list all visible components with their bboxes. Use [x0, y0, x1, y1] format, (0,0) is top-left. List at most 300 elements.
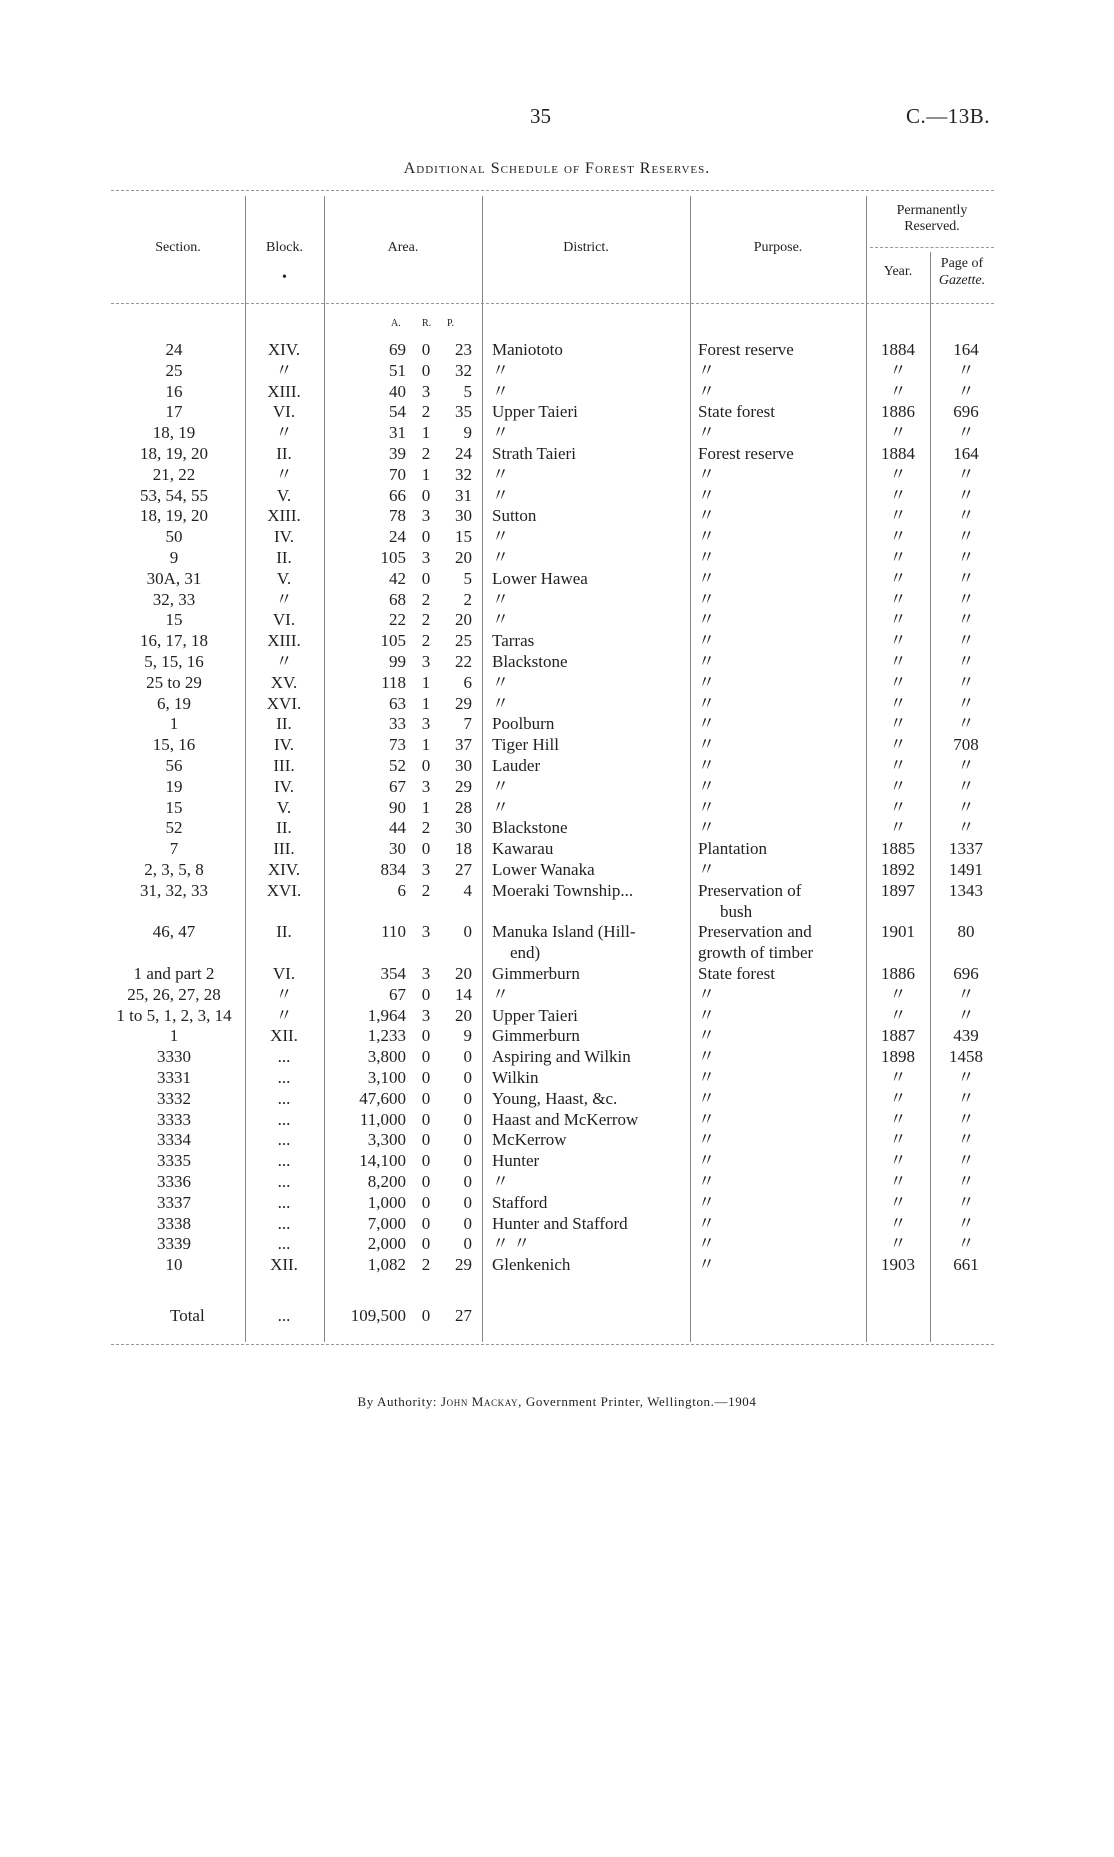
cell-acres: 1,233: [367, 1026, 406, 1046]
cell-district: 〃: [492, 1172, 509, 1191]
cell-purpose: 〃: [698, 423, 715, 443]
cell-perches: 30: [455, 506, 472, 526]
cell-gazette-page: 696: [953, 402, 979, 422]
table-row: [0, 340, 1114, 360]
cell-block: 〃: [275, 464, 293, 484]
cell-acres: 33: [389, 714, 406, 734]
cell-block: V.: [276, 797, 292, 817]
cell-acres: 834: [380, 860, 406, 879]
cell-gazette-page: 〃: [957, 984, 975, 1004]
cell-section: 2, 3, 5, 8: [144, 860, 204, 879]
table-row: [0, 777, 1114, 797]
cell-gazette-page: 164: [953, 444, 979, 463]
cell-perches: 7: [463, 714, 472, 734]
cell-roods: 1: [421, 693, 431, 713]
table-row: [0, 590, 1114, 610]
cell-year: 〃: [889, 776, 907, 796]
cell-year: 1898: [881, 1047, 915, 1067]
cell-roods: 3: [421, 652, 431, 671]
cell-section: 31, 32, 33: [140, 880, 208, 900]
cell-perches: 20: [455, 964, 472, 983]
header-section: Section.: [155, 240, 201, 255]
cell-perches: 0: [463, 1068, 472, 1087]
cell-acres: 63: [389, 693, 406, 713]
cell-district: Lauder: [492, 756, 541, 775]
cell-perches: 9: [463, 423, 472, 443]
cell-roods: 2: [421, 610, 431, 630]
cell-gazette-page: 〃: [957, 672, 975, 692]
cell-roods: 3: [421, 776, 431, 796]
cell-perches: 0: [463, 1151, 472, 1171]
cell-year: 1897: [881, 880, 915, 900]
cell-section: 3333: [157, 1109, 191, 1129]
cell-section: 1: [169, 714, 179, 734]
cell-perches: 9: [463, 1026, 472, 1046]
cell-block: III.: [273, 756, 295, 775]
cell-year: 1885: [881, 839, 915, 859]
cell-year: 〃: [889, 568, 907, 588]
cell-year: 〃: [889, 1172, 907, 1191]
cell-roods: 0: [421, 1047, 431, 1067]
cell-section: 9: [169, 548, 179, 567]
cell-purpose: 〃: [698, 984, 715, 1004]
cell-block: XVI.: [266, 693, 302, 713]
cell-section: 24: [165, 340, 183, 359]
cell-section: 32, 33: [152, 589, 196, 609]
cell-acres: 44: [389, 818, 406, 838]
cell-block: III.: [273, 839, 295, 859]
cell-purpose: 〃: [698, 672, 715, 692]
cell-district: 〃: [492, 672, 509, 692]
cell-district: 〃: [492, 548, 509, 567]
cell-purpose: Forest reserve: [698, 340, 794, 359]
cell-section: 3339: [157, 1234, 191, 1254]
cell-block: II.: [276, 444, 292, 463]
cell-block: XIII.: [267, 506, 301, 526]
cell-purpose: 〃: [698, 610, 715, 630]
cell-roods: 3: [421, 548, 431, 567]
cell-section: 53, 54, 55: [140, 485, 208, 505]
cell-roods: 2: [421, 444, 431, 463]
cell-section: 3330: [157, 1047, 191, 1067]
cell-roods: 0: [421, 1109, 431, 1129]
cell-acres: 3,100: [367, 1068, 406, 1087]
cell-district: Tarras: [492, 631, 535, 651]
cell-acres: 105: [380, 548, 406, 567]
cell-gazette-page: 〃: [957, 464, 975, 484]
cell-roods: 0: [421, 1068, 431, 1087]
cell-section: 15: [165, 797, 183, 817]
cell-acres: 24: [389, 527, 406, 547]
cell-gazette-page: 1458: [949, 1047, 983, 1067]
cell-block: 〃: [275, 589, 293, 609]
permanently-subrule: [870, 247, 994, 248]
cell-perches: 0: [463, 1047, 472, 1067]
table-row: [0, 922, 1114, 963]
cell-roods: 0: [421, 527, 431, 547]
footer-prefix: By Authority:: [357, 1394, 441, 1409]
cell-purpose: 〃: [698, 776, 715, 796]
cell-acres: 69: [389, 340, 406, 359]
cell-district: Blackstone: [492, 652, 568, 671]
table-row: [0, 1026, 1114, 1046]
total-acres: 109,500: [350, 1306, 406, 1325]
cell-block: 〃: [275, 423, 293, 443]
cell-block: 〃: [275, 360, 293, 380]
cell-purpose: 〃: [698, 1151, 715, 1171]
cell-year: 1886: [881, 402, 915, 422]
cell-perches: 14: [455, 984, 472, 1004]
table-row: [0, 527, 1114, 547]
cell-purpose: 〃: [698, 485, 715, 505]
cell-year: 〃: [889, 984, 907, 1004]
cell-year: 〃: [889, 756, 907, 775]
cell-district: Lower Wanaka: [492, 860, 595, 879]
header-bottom-rule: [111, 303, 994, 304]
cell-section: 3332: [157, 1088, 191, 1108]
cell-district: Aspiring and Wilkin: [492, 1047, 631, 1067]
cell-roods: 0: [421, 1172, 431, 1191]
cell-block: XVI.: [266, 880, 302, 900]
table-row: [0, 1110, 1114, 1130]
cell-perches: 29: [455, 1255, 472, 1275]
cell-acres: 1,000: [367, 1192, 406, 1212]
cell-gazette-page: 〃: [957, 360, 975, 380]
cell-purpose: 〃: [698, 1213, 715, 1233]
header-block: Block.: [266, 240, 303, 255]
cell-perches: 32: [455, 360, 472, 380]
cell-gazette-page: 〃: [957, 776, 975, 796]
cell-block: 〃: [275, 1005, 293, 1025]
cell-year: 〃: [889, 485, 907, 505]
cell-district: Gimmerburn: [492, 1026, 580, 1046]
cell-purpose: 〃: [698, 818, 715, 838]
cell-year: 〃: [889, 464, 907, 484]
cell-purpose: 〃: [698, 1109, 715, 1129]
cell-gazette-page: 696: [953, 964, 979, 983]
block-header-dot: •: [282, 270, 287, 285]
cell-section: 3331: [157, 1068, 191, 1087]
cell-roods: 2: [421, 818, 431, 838]
cell-block: XIII.: [267, 631, 301, 651]
cell-district: 〃: [492, 776, 509, 796]
cell-perches: 30: [455, 756, 472, 775]
table-row: [0, 1234, 1114, 1254]
cell-purpose: 〃: [698, 1255, 715, 1275]
cell-gazette-page: 1337: [949, 839, 983, 859]
cell-district: Stafford: [492, 1192, 548, 1212]
cell-purpose: 〃: [698, 1088, 715, 1108]
cell-roods: 3: [421, 506, 431, 526]
table-row: [0, 506, 1114, 526]
cell-district: Sutton: [492, 506, 537, 526]
table-row: [0, 694, 1114, 714]
cell-block: ...: [277, 1172, 291, 1191]
cell-block: 〃: [275, 984, 293, 1004]
cell-year: 1884: [881, 340, 915, 359]
total-block: ...: [277, 1306, 291, 1325]
cell-block: ...: [277, 1130, 291, 1150]
cell-acres: 31: [389, 423, 406, 443]
cell-year: 1884: [881, 444, 915, 463]
cell-district: Upper Taieri: [492, 1005, 578, 1025]
cell-section: 50: [165, 527, 183, 547]
cell-acres: 3,300: [367, 1130, 406, 1150]
total-roods: 0: [421, 1306, 431, 1325]
cell-section: 30A, 31: [146, 568, 202, 588]
cell-purpose: 〃: [698, 631, 715, 651]
cell-roods: 3: [421, 860, 431, 879]
cell-gazette-page: 〃: [957, 714, 975, 734]
table-row: [0, 964, 1114, 984]
cell-purpose: 〃: [698, 506, 715, 526]
cell-block: XII.: [270, 1026, 298, 1046]
cell-section: 15, 16: [152, 735, 196, 755]
cell-section: 21, 22: [152, 464, 196, 484]
cell-district: 〃: [492, 381, 509, 401]
cell-perches: 0: [463, 1130, 472, 1150]
cell-section: 3335: [157, 1151, 191, 1171]
table-row: [0, 610, 1114, 630]
cell-year: 〃: [889, 1068, 907, 1087]
header-year: Year.: [883, 264, 913, 279]
cell-acres: 90: [389, 797, 406, 817]
cell-district: Hunter: [492, 1151, 540, 1171]
bottom-rule: [111, 1344, 994, 1345]
cell-perches: 0: [463, 922, 472, 942]
cell-section: 17: [165, 402, 183, 422]
unit-acres: A.: [391, 318, 401, 329]
cell-year: 〃: [889, 1192, 907, 1212]
cell-purpose: 〃: [698, 1005, 715, 1025]
table-row: [0, 673, 1114, 693]
cell-district: Wilkin: [492, 1068, 539, 1087]
cell-year: 〃: [889, 693, 907, 713]
cell-block: VI.: [272, 610, 296, 630]
cell-block: XIV.: [267, 860, 301, 879]
cell-district: 〃: [492, 360, 509, 380]
header-purpose: Purpose.: [753, 240, 803, 255]
cell-roods: 3: [421, 964, 431, 983]
cell-acres: 99: [389, 652, 406, 671]
table-row: [0, 548, 1114, 568]
cell-section: 10: [165, 1255, 183, 1275]
cell-section: 56: [165, 756, 183, 775]
cell-purpose: 〃: [698, 589, 715, 609]
cell-district: McKerrow: [492, 1130, 567, 1150]
cell-gazette-page: 〃: [957, 1172, 975, 1191]
cell-year: 〃: [889, 631, 907, 651]
cell-acres: 30: [389, 839, 406, 859]
cell-district: Strath Taieri: [492, 444, 576, 463]
cell-section: 1: [169, 1026, 179, 1046]
cell-district: Poolburn: [492, 714, 555, 734]
cell-roods: 0: [421, 1151, 431, 1171]
cell-block: II.: [276, 818, 292, 838]
cell-roods: 2: [421, 1255, 431, 1275]
cell-district: Upper Taieri: [492, 402, 578, 422]
cell-gazette-page: 661: [953, 1255, 979, 1275]
table-row: [0, 818, 1114, 838]
cell-perches: 30: [455, 818, 472, 838]
cell-district: Manuka Island (Hill-: [492, 922, 636, 942]
cell-acres: 3,800: [367, 1047, 406, 1067]
cell-district: Hunter and Stafford: [492, 1213, 628, 1233]
cell-district: Lower Hawea: [492, 568, 588, 588]
cell-section: 5, 15, 16: [144, 652, 204, 671]
cell-section: 52: [165, 818, 183, 838]
cell-year: 〃: [889, 672, 907, 692]
cell-year: 〃: [889, 423, 907, 443]
cell-acres: 354: [380, 964, 406, 983]
cell-acres: 73: [389, 735, 406, 755]
cell-district: 〃: [492, 589, 509, 609]
table-row: [0, 714, 1114, 734]
table-row: [0, 1172, 1114, 1192]
cell-year: 〃: [889, 1088, 907, 1108]
table-row: [0, 1130, 1114, 1150]
table-row: [0, 1255, 1114, 1275]
cell-acres: 47,600: [359, 1088, 406, 1108]
cell-acres: 6: [397, 880, 406, 900]
table-row: [0, 652, 1114, 672]
cell-purpose: 〃: [698, 756, 715, 775]
cell-acres: 54: [389, 402, 406, 422]
cell-perches: 0: [463, 1192, 472, 1212]
cell-roods: 0: [421, 1213, 431, 1233]
cell-purpose: 〃: [698, 797, 715, 817]
cell-gazette-page: 〃: [957, 652, 975, 671]
cell-perches: 20: [455, 610, 472, 630]
cell-gazette-page: 〃: [957, 1130, 975, 1150]
cell-perches: 24: [455, 444, 472, 463]
cell-roods: 0: [421, 360, 431, 380]
cell-purpose: Forest reserve: [698, 444, 794, 463]
table-row: [0, 1214, 1114, 1234]
cell-acres: 1,964: [367, 1005, 406, 1025]
cell-year: 1892: [881, 860, 915, 879]
cell-acres: 7,000: [367, 1213, 406, 1233]
cell-purpose: 〃: [698, 1192, 715, 1212]
cell-roods: 0: [421, 984, 431, 1004]
table-row: [0, 756, 1114, 776]
table-row: [0, 798, 1114, 818]
cell-purpose-continued: bush: [720, 901, 753, 921]
cell-block: XV.: [270, 672, 298, 692]
cell-year: 〃: [889, 381, 907, 401]
cell-purpose: 〃: [698, 1172, 715, 1191]
table-row: [0, 361, 1114, 381]
cell-perches: 29: [455, 693, 472, 713]
cell-perches: 0: [463, 1088, 472, 1108]
cell-roods: 1: [421, 735, 431, 755]
cell-perches: 35: [455, 402, 472, 422]
cell-section: 3337: [157, 1192, 191, 1212]
cell-section: 1 and part 2: [133, 964, 215, 983]
cell-gazette-page: 〃: [957, 589, 975, 609]
table-row: [0, 985, 1114, 1005]
cell-year: 〃: [889, 548, 907, 567]
cell-purpose: 〃: [698, 1047, 715, 1067]
table-row: [0, 1089, 1114, 1109]
cell-perches: 28: [455, 797, 472, 817]
table-row: [0, 569, 1114, 589]
cell-purpose: 〃: [698, 1026, 715, 1046]
cell-acres: 40: [389, 381, 406, 401]
cell-purpose: 〃: [698, 381, 715, 401]
cell-section: 3336: [157, 1172, 191, 1191]
footer-suffix: , Government Printer, Wellington.—1904: [518, 1394, 757, 1409]
cell-gazette-page: 〃: [957, 506, 975, 526]
cell-roods: 0: [421, 1130, 431, 1150]
cell-gazette-page: 〃: [957, 693, 975, 713]
table-row: [0, 1006, 1114, 1026]
cell-year: 〃: [889, 1213, 907, 1233]
header-gazette: Gazette.: [938, 273, 986, 288]
cell-purpose: Preservation of: [698, 880, 802, 900]
cell-year: 1901: [881, 922, 915, 942]
table-row: [0, 1151, 1114, 1171]
cell-roods: 0: [421, 568, 431, 588]
cell-section: 6, 19: [157, 693, 191, 713]
cell-acres: 70: [389, 464, 406, 484]
cell-block: II.: [276, 922, 292, 942]
cell-perches: 32: [455, 464, 472, 484]
cell-year: 〃: [889, 1151, 907, 1171]
cell-gazette-page: 〃: [957, 1192, 975, 1212]
cell-section: 16: [165, 381, 183, 401]
cell-block: II.: [276, 548, 292, 567]
cell-block: 〃: [275, 652, 293, 671]
cell-acres: 67: [389, 776, 406, 796]
cell-purpose: 〃: [698, 548, 715, 567]
header-area: Area.: [387, 240, 419, 255]
cell-year: 〃: [889, 1109, 907, 1129]
table-row: [0, 486, 1114, 506]
cell-perches: 2: [463, 589, 472, 609]
cell-year: 1887: [881, 1026, 915, 1046]
cell-acres: 42: [389, 568, 406, 588]
header-district: District.: [563, 240, 609, 255]
footer-imprint: [0, 1394, 1114, 1410]
cell-district: 〃: [492, 797, 509, 817]
cell-perches: 18: [455, 839, 472, 859]
table-row: [0, 839, 1114, 859]
cell-perches: 4: [463, 880, 472, 900]
cell-gazette-page: 〃: [957, 568, 975, 588]
cell-block: ...: [277, 1213, 291, 1233]
cell-roods: 0: [421, 340, 431, 359]
cell-gazette-page: 〃: [957, 1213, 975, 1233]
cell-purpose: 〃: [698, 1130, 715, 1150]
cell-section: 1 to 5, 1, 2, 3, 14: [116, 1005, 232, 1025]
cell-perches: 0: [463, 1172, 472, 1191]
cell-district: Moeraki Township...: [492, 880, 634, 900]
cell-district: 〃 〃: [492, 1234, 531, 1254]
cell-block: V.: [276, 568, 292, 588]
cell-block: IV.: [274, 527, 294, 547]
cell-perches: 5: [463, 381, 472, 401]
cell-acres: 67: [389, 984, 406, 1004]
cell-section: 25, 26, 27, 28: [127, 984, 221, 1004]
footer-printer: John Mackay: [441, 1394, 519, 1409]
cell-perches: 29: [455, 776, 472, 796]
cell-roods: 0: [421, 1234, 431, 1254]
cell-gazette-page: 〃: [957, 818, 975, 838]
table-row: [0, 1193, 1114, 1213]
cell-acres: 105: [380, 631, 406, 651]
cell-purpose: Plantation: [698, 839, 767, 859]
